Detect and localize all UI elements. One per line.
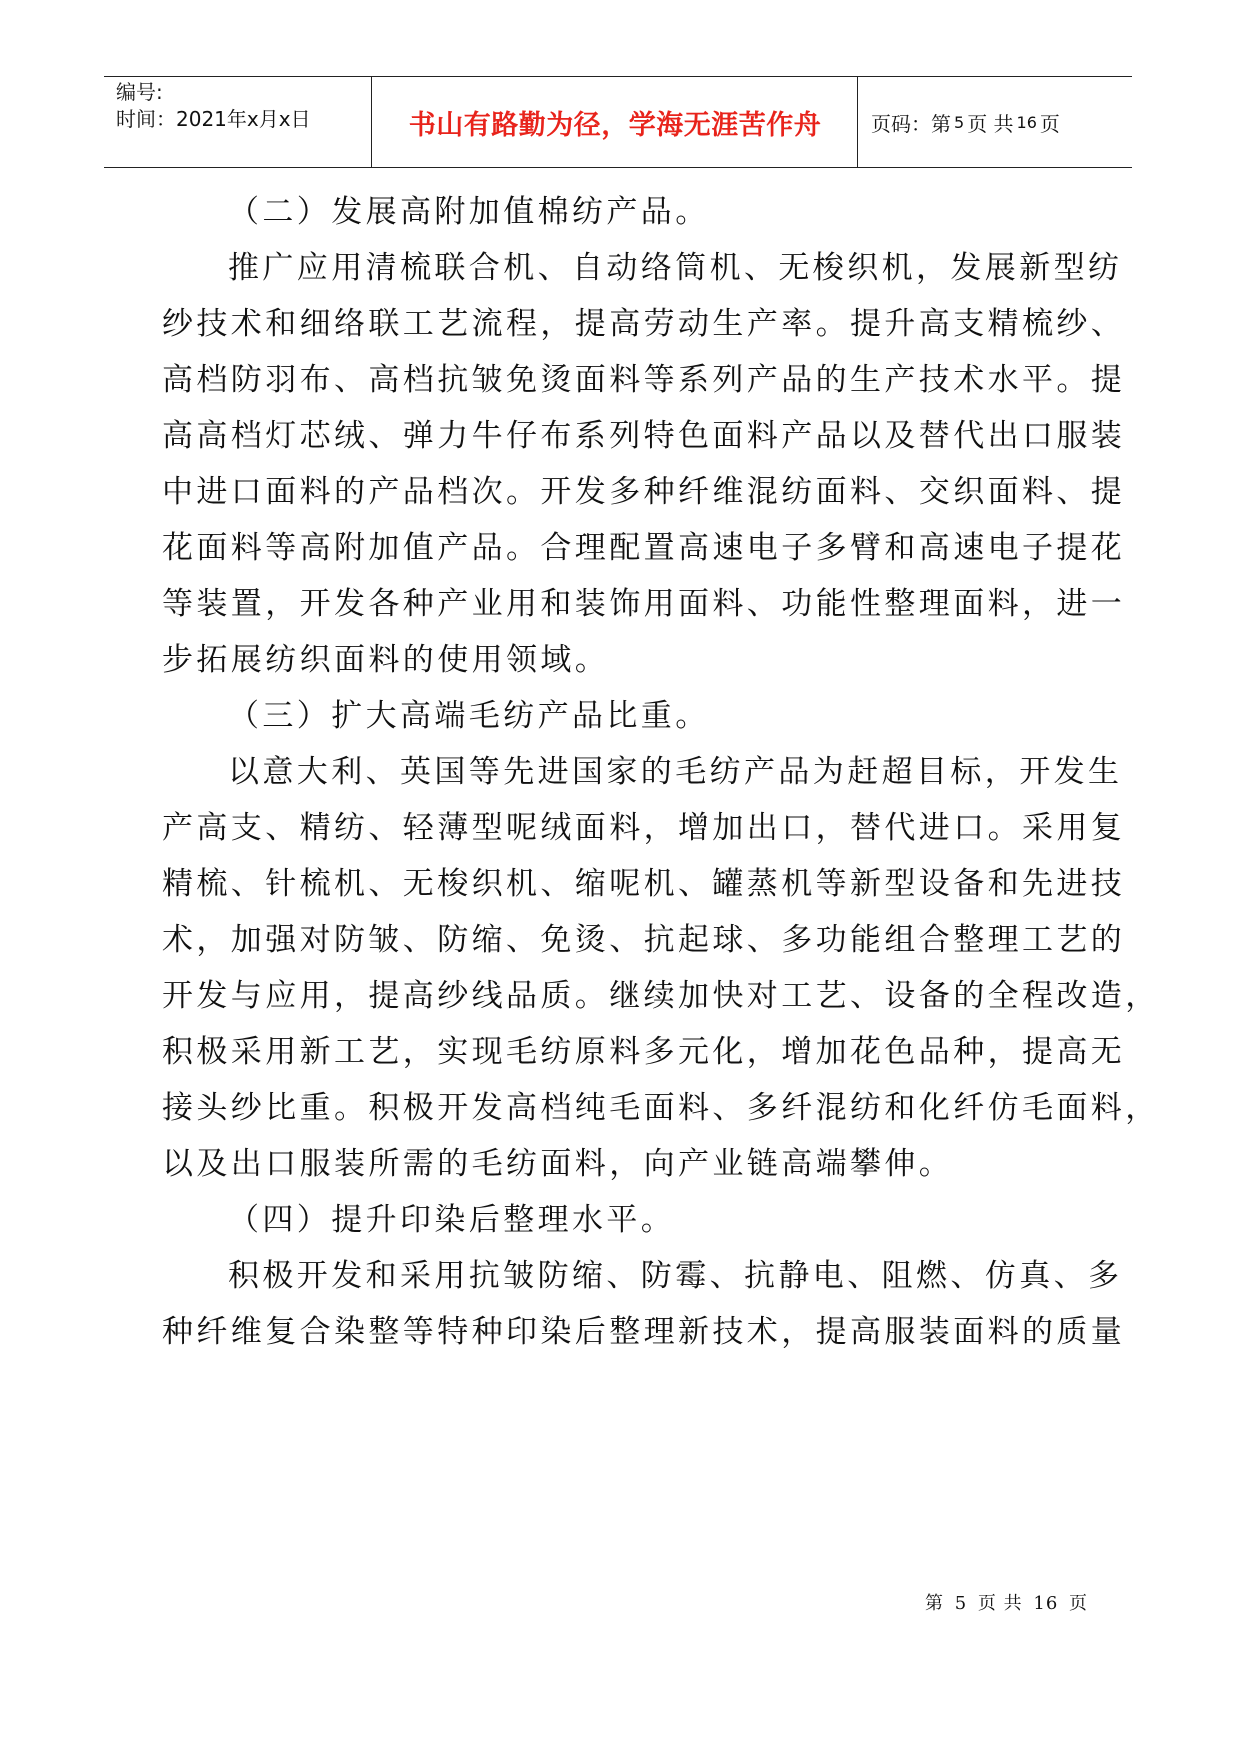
- paragraph-line: 等装置，开发各种产业用和装饰用面料、功能性整理面料，进一: [162, 586, 1126, 622]
- paragraph-line: 积极采用新工艺，实现毛纺原料多元化，增加花色品种，提高无: [162, 1034, 1126, 1070]
- paragraph-line: 以及出口服装所需的毛纺面料，向产业链高端攀伸。: [162, 1146, 954, 1182]
- footer-middle: 页 共: [977, 1593, 1023, 1614]
- footer-suffix: 页: [1069, 1593, 1089, 1614]
- paragraph-line: 花面料等高附加值产品。合理配置高速电子多臂和高速电子提花: [162, 530, 1126, 566]
- paragraph-line: 推广应用清梳联合机、自动络筒机、无梭织机，发展新型纺: [228, 250, 1123, 286]
- page-prefix: 页码：第: [871, 111, 951, 136]
- header-page-indicator: [871, 77, 1060, 167]
- page-total: 16: [1016, 112, 1037, 132]
- paragraph-line: 以意大利、英国等先进国家的毛纺产品为赶超目标，开发生: [228, 754, 1123, 790]
- footer-prefix: 第: [925, 1593, 944, 1614]
- paragraph-line: 高档防羽布、高档抗皱免烫面料等系列产品的生产技术水平。提: [162, 362, 1126, 398]
- header-motto: 书山有路勤为径，学海无涯苦作舟: [408, 109, 822, 141]
- section-heading: （二）发展高附加值棉纺产品。: [228, 194, 710, 230]
- paragraph-line: 接头纱比重。积极开发高档纯毛面料、多纤混纺和化纤仿毛面料，: [162, 1090, 1160, 1126]
- page-middle: 页 共: [967, 111, 1014, 136]
- paragraph-line: 开发与应用，提高纱线品质。继续加快对工艺、设备的全程改造，: [162, 978, 1160, 1014]
- page-suffix: 页: [1039, 111, 1060, 136]
- paragraph-line: 中进口面料的产品档次。开发多种纤维混纺面料、交织面料、提: [162, 474, 1126, 510]
- paragraph-line: 步拓展纺织面料的使用领域。: [162, 642, 610, 678]
- paragraph-line: 高高档灯芯绒、弹力牛仔布系列特色面料产品以及替代出口服装: [162, 418, 1126, 454]
- paragraph-line: 积极开发和采用抗皱防缩、防霉、抗静电、阻燃、仿真、多: [228, 1258, 1123, 1294]
- page-footer: [925, 1589, 1088, 1615]
- paragraph-line: 精梳、针梳机、无梭织机、缩呢机、罐蒸机等新型设备和先进技: [162, 866, 1126, 902]
- header-divider: [371, 77, 372, 167]
- page-header: [104, 76, 1132, 168]
- section-heading: （四）提升印染后整理水平。: [228, 1202, 676, 1238]
- footer-page-current: 5: [954, 1593, 968, 1614]
- header-meta: [116, 77, 371, 167]
- paragraph-line: 种纤维复合染整等特种印染后整理新技术，提高服装面料的质量: [162, 1314, 1126, 1350]
- document-date: 时间：2021年x月x日: [116, 107, 311, 131]
- document-number-label: 编号:: [116, 80, 163, 104]
- footer-page-total: 16: [1033, 1593, 1059, 1614]
- page-current: 5: [954, 112, 965, 132]
- paragraph-line: 术，加强对防皱、防缩、免烫、抗起球、多功能组合整理工艺的: [162, 922, 1126, 958]
- paragraph-line: 纱技术和细络联工艺流程，提高劳动生产率。提升高支精梳纱、: [162, 306, 1126, 342]
- paragraph-line: 产高支、精纺、轻薄型呢绒面料，增加出口，替代进口。采用复: [162, 810, 1126, 846]
- header-divider: [857, 77, 858, 167]
- section-heading: （三）扩大高端毛纺产品比重。: [228, 698, 710, 734]
